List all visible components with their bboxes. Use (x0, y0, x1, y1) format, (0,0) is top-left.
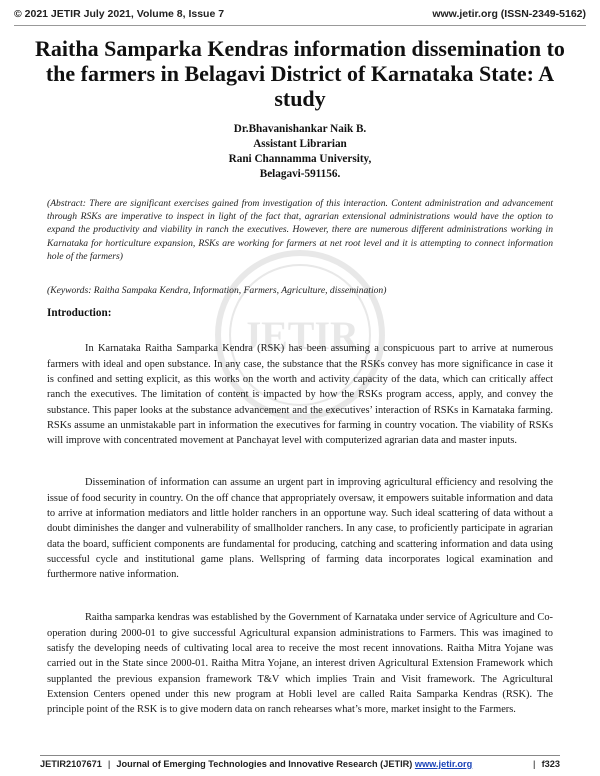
footer-website-link[interactable]: www.jetir.org (414, 759, 473, 769)
author-place: Belagavi-591156. (259, 168, 341, 180)
footer-divider (40, 755, 560, 756)
author-block (0, 122, 600, 182)
paragraph-2: Dissemination of information can assume an urgent part in improving agricultural efficiency and resolving the issue of food security in country. On the off chance that appropriately oversaw, it empowers suitable information and data to arrive at information mediators and little holder ranchers in an opportune way. Such ideal scattering of data without a doubt diminishes the danger and vulnerability of smallholder ranchers. In any case, to proficiently participate in agrarian data the board, sufficient components are fundamental for producing, catching and scattering information and data using successful cycle and institutional game plans. Wellspring of farming data incorporates logical examination and furthermore native information. (47, 477, 553, 581)
keywords: (Keywords: Raitha Sampaka Kendra, Information, Farmers, Agriculture, dissemination) (47, 285, 387, 296)
author-university: Rani Channamma University, (228, 153, 372, 165)
page-footer: JETIR2107671 | Journal of Emerging Technologies and Innovative Research (JETIR) www.jetir.org | f323 (40, 759, 560, 769)
header-citation: © 2021 JETIR July 2021, Volume 8, Issue 7 (14, 8, 225, 20)
abstract: (Abstract: There are significant exercises gained from investigation of this interaction. Content administration and advancement through RSKs are imperative to inspect in light of the fact that, agrarian extensional administrations would have the option to expand the productivity and viability in ranch the executives. However, there are numerous different administrations working in Karnataka for horticulture expansion, RSKs are working for farmers at net root level and it is attempting to connect information hole of the farmers) (47, 198, 553, 262)
header-divider (14, 25, 586, 26)
footer-paper-code: JETIR2107671 (40, 759, 102, 769)
footer-journal-name: Journal of Emerging Technologies and Innovative Research (JETIR) (116, 759, 413, 769)
paper-title: Raitha Samparka Kendras information dissemination to the farmers in Belagavi District of Karnataka State: A study (35, 36, 565, 111)
paragraph-1: In Karnataka Raitha Samparka Kendra (RSK) has been assuming a conspicuous part to arrive at numerous farmers with ideal and open substance. In any case, the substance that the RSKs convey has more significance in case it is confined and setting explicit, as this works on the worth and activity capacity of the data, which can critically affect ranch the executives. The limitation of content is impacted by how the RSKs program access, apply, and convey the substance. This paper looks at the substance advancement and the executives’ interaction of RSKs in Karnataka farming. RSKs assume an unmistakable part in information the executives for farming in country vocation. The viability of RSKs will improve with concentrated movement at Panchayat level with computerized agrarian data and master inputs. (47, 343, 553, 447)
author-designation: Assistant Librarian (253, 138, 347, 150)
paragraph-3: Raitha samparka kendras was established by the Government of Karnataka under service of Agriculture and Co-operation during 2000-01 to give successful Agricultural expansion administrations to Farmers. This was imagined to satisfy the developing needs of cultivating local area to receive the most recent innovations. Raitha Mitra Yojane was carried out in the State since 2000-01. Raitha Mitra Yojane, an interest driven Agricultural Extension Framework which supplanted the previous expansion framework T&V which implies Train and Visit framework. The Agricultural Extension Centers opened under this new program at Hobli level are called Raita Samparka Kendras (RSK). The principle point of the RSK is to give modern data on ranch rehearses what’s more, market insight to the Farmers. (47, 612, 553, 716)
section-heading-introduction: Introduction: (47, 307, 112, 319)
watermark-text: JETIR (241, 313, 359, 358)
author-name: Dr.Bhavanishankar Naik B. (233, 123, 367, 135)
footer-page-number: f323 (541, 759, 560, 769)
header-website[interactable]: www.jetir.org (ISSN-2349-5162) (432, 8, 586, 20)
